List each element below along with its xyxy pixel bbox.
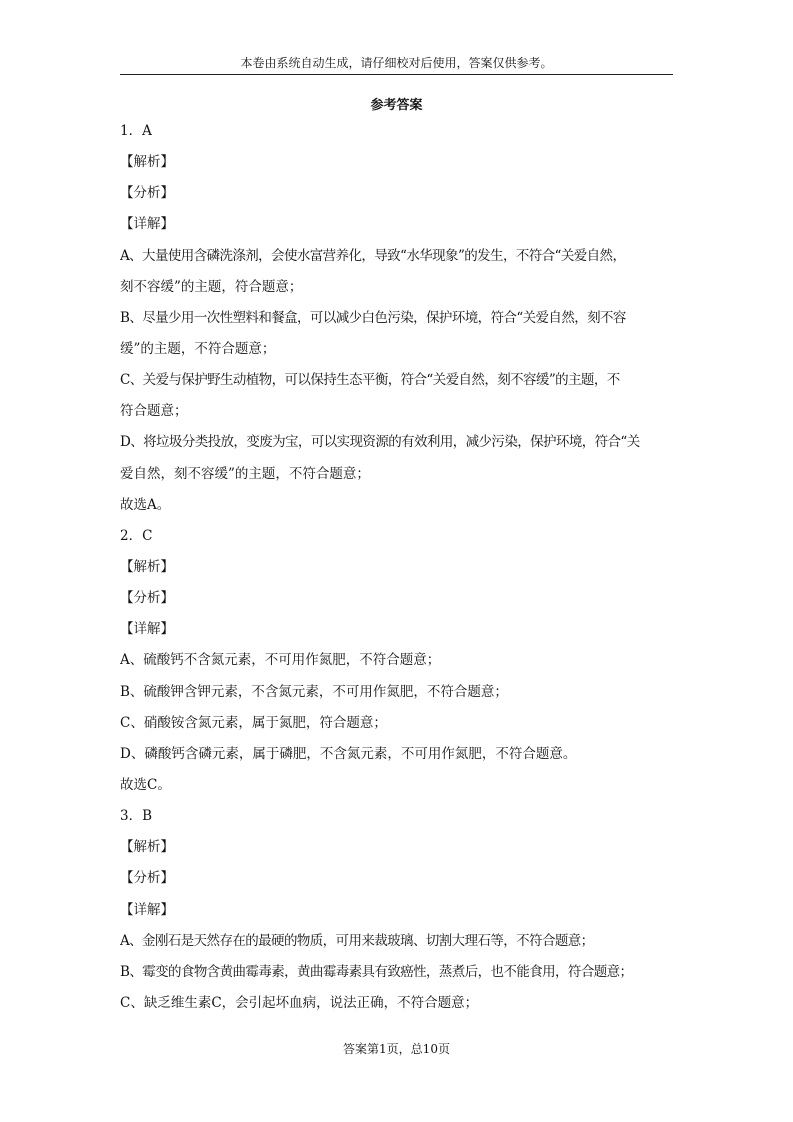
explanation-line: B、硫酸钾含钾元素，不含氮元素，不可用作氮肥，不符合题意； — [120, 683, 508, 700]
section-jiexi: 【解析】 — [120, 154, 174, 171]
explanation-line: D、磷酸钙含磷元素，属于磷肥，不含氮元素，不可用作氮肥，不符合题意。 — [120, 745, 577, 762]
explanation-line: A、大量使用含磷洗涤剂，会使水富营养化，导致“水华现象”的发生，不符合“关爱自然， — [120, 247, 626, 264]
question-2-answer: 2．C — [120, 527, 153, 544]
answer-content — [120, 121, 676, 1024]
section-jiexi: 【解析】 — [120, 558, 174, 575]
question-3-answer: 3．B — [120, 808, 153, 825]
section-fenxi: 【分析】 — [120, 870, 174, 887]
page-footer-number: 答案第1页，总10页 — [343, 1042, 450, 1056]
explanation-line: 刻不容缓”的主题，符合题意； — [120, 278, 303, 295]
section-jiexi: 【解析】 — [120, 839, 174, 856]
explanation-line: B、霉变的食物含黄曲霉毒素，黄曲霉毒素具有致癌性，蒸煮后，也不能食用，符合题意； — [120, 963, 633, 980]
conclusion-line: 故选C。 — [120, 776, 171, 793]
page-title: 参考答案 — [370, 98, 423, 113]
explanation-line: A、硫酸钙不含氮元素，不可用作氮肥，不符合题意； — [120, 652, 441, 669]
explanation-line: B、尽量少用一次性塑料和餐盒，可以减少白色污染，保护环境，符合“关爱自然，刻不容 — [120, 309, 626, 326]
explanation-line: 缓”的主题，不符合题意； — [120, 340, 276, 357]
explanation-line: C、硝酸铵含氮元素，属于氮肥，符合题意； — [120, 714, 387, 731]
conclusion-line: 故选A。 — [120, 496, 171, 513]
section-xiangjie: 【详解】 — [120, 216, 174, 233]
explanation-line: 符合题意； — [120, 403, 188, 420]
explanation-line: C、关爱与保护野生动植物，可以保持生态平衡，符合“关爱自然，刻不容缓”的主题，不 — [120, 372, 620, 389]
page-header-note: 本卷由系统自动生成，请仔细校对后使用，答案仅供参考。 — [240, 56, 553, 70]
header-divider — [120, 74, 673, 75]
explanation-line: A、金刚石是天然存在的最硬的物质，可用来裁玻璃、切割大理石等，不符合题意； — [120, 932, 594, 949]
explanation-line: C、缺乏维生素C，会引起坏血病，说法正确，不符合题意； — [120, 994, 479, 1011]
explanation-line: D、将垃圾分类投放，变废为宝，可以实现资源的有效利用，减少污染，保护环境，符合“关 — [120, 434, 640, 451]
section-fenxi: 【分析】 — [120, 590, 174, 607]
explanation-line: 爱自然，刻不容缓”的主题，不符合题意； — [120, 465, 370, 482]
section-fenxi: 【分析】 — [120, 185, 174, 202]
section-xiangjie: 【详解】 — [120, 901, 174, 918]
question-1-answer: 1．A — [120, 123, 152, 139]
section-xiangjie: 【详解】 — [120, 621, 174, 638]
